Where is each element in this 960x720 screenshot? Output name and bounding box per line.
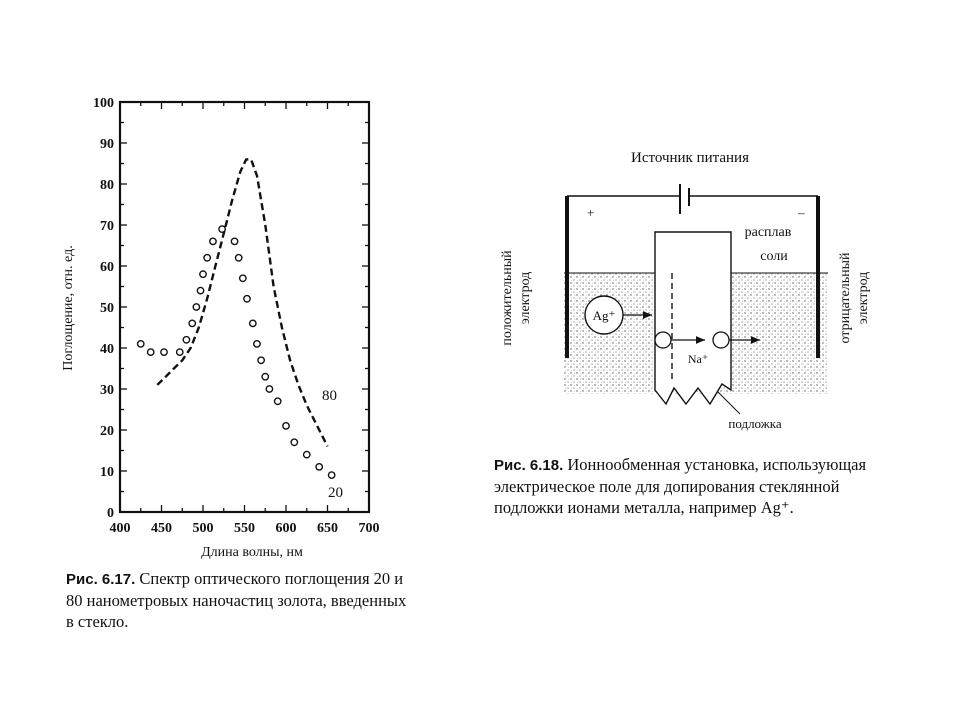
left-electrode-label-line2: электрод bbox=[518, 271, 533, 325]
fig17-caption-text: Спектр оптического поглощения 20 и 80 нанометровых наночастиц золота, введенных в стекло. bbox=[66, 569, 407, 631]
na-ion-label: Na⁺ bbox=[687, 352, 709, 366]
y-tick-label: 10 bbox=[100, 465, 114, 480]
x-tick-label: 550 bbox=[234, 521, 255, 536]
x-tick-label: 700 bbox=[358, 521, 380, 536]
y-tick-label: 90 bbox=[100, 137, 114, 152]
fig18-caption bbox=[494, 454, 880, 518]
right-electrode-label-line1: отрицательный bbox=[838, 252, 853, 344]
x-tick-label: 450 bbox=[151, 521, 172, 536]
y-tick-label: 60 bbox=[100, 260, 114, 275]
fig17-caption bbox=[66, 568, 418, 632]
fig18-caption-text: Ионнообменная установка, использующая электрическое поле для допирования стеклянной подложки ионами металла, например Ag⁺. bbox=[494, 455, 867, 517]
power-source-label: Источник питания bbox=[630, 150, 750, 166]
y-axis-label: Поглощение, отн. ед. bbox=[61, 245, 76, 371]
substrate-leader bbox=[718, 392, 740, 414]
glass-substrate bbox=[655, 232, 731, 404]
substrate-label: подложка bbox=[728, 416, 782, 431]
y-tick-label: 70 bbox=[100, 219, 114, 234]
y-tick-label: 80 bbox=[100, 178, 114, 193]
right-electrode-label-line2: электрод bbox=[856, 271, 871, 325]
ag-ion-label: Ag⁺ bbox=[592, 308, 616, 323]
ion-left bbox=[655, 332, 671, 348]
y-tick-label: 40 bbox=[100, 342, 114, 357]
minus-sign: – bbox=[798, 205, 805, 220]
ion-right bbox=[713, 332, 729, 348]
x-tick-label: 600 bbox=[275, 521, 297, 536]
y-tick-label: 50 bbox=[100, 301, 114, 316]
annotation-80: 80 bbox=[322, 388, 337, 404]
series-20-point bbox=[316, 464, 322, 470]
y-tick-label: 20 bbox=[100, 424, 114, 439]
left-electrode-label-line1: положительный bbox=[500, 250, 515, 346]
annotation-20: 20 bbox=[328, 485, 343, 501]
x-tick-label: 650 bbox=[317, 521, 338, 536]
plus-sign: + bbox=[587, 205, 595, 220]
fig17-caption-label: Рис. 6.17. bbox=[66, 571, 136, 588]
x-tick-label: 400 bbox=[109, 521, 131, 536]
fig18-caption-label: Рис. 6.18. bbox=[494, 457, 564, 474]
melt-label-line2: соли bbox=[760, 249, 788, 264]
y-tick-label: 0 bbox=[107, 506, 114, 521]
series-20-point bbox=[328, 472, 334, 478]
x-axis-label: Длина волны, нм bbox=[201, 545, 303, 560]
y-tick-label: 30 bbox=[100, 383, 114, 398]
x-tick-label: 500 bbox=[192, 521, 214, 536]
melt-label-line1: расплав bbox=[744, 225, 792, 240]
y-tick-label: 100 bbox=[93, 96, 114, 111]
